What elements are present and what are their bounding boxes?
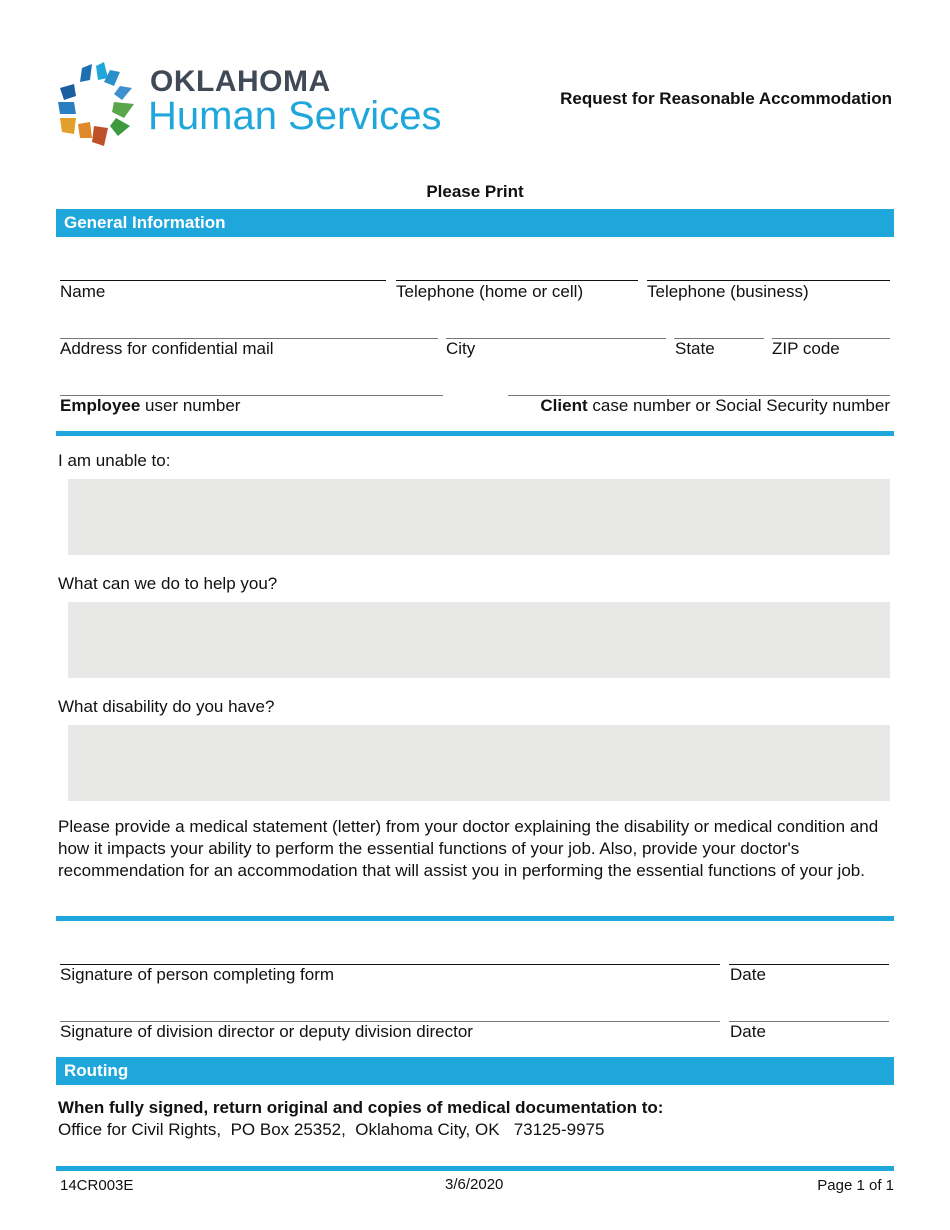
routing-address: Office for Civil Rights, PO Box 25352, Oklahoma City, OK 73125-9975 <box>58 1120 605 1139</box>
unable-answer-box[interactable] <box>68 479 890 555</box>
city-field[interactable] <box>446 338 666 339</box>
employee-number-label <box>60 396 240 416</box>
person-signature-label: Signature of person completing form <box>60 965 335 984</box>
section-divider <box>56 916 894 921</box>
disability-answer-box[interactable] <box>68 725 890 801</box>
star-logo-icon <box>54 62 140 148</box>
general-information-heading: General Information <box>56 209 894 237</box>
agency-logo <box>54 62 464 148</box>
please-print-note: Please Print <box>426 182 524 201</box>
page-number: Page 1 of 1 <box>817 1177 894 1194</box>
client-rest: case number or Social Security number <box>587 396 890 415</box>
person-date-label: Date <box>730 965 766 984</box>
medical-statement-paragraph: Please provide a medical statement (letter) from your doctor explaining the disability or medical condition and how it impacts your ability to perform the essential functions of your job. Also, provide your doctor's recommendation for an accommodation that will assist you in performing the essential functions of your job. <box>58 817 879 880</box>
employee-rest: user number <box>140 396 241 415</box>
director-signature-label: Signature of division director or deputy division director <box>60 1022 473 1041</box>
help-question: What can we do to help you? <box>58 574 278 593</box>
telephone-home-field[interactable] <box>396 280 638 281</box>
help-answer-box[interactable] <box>68 602 890 678</box>
document-title: Request for Reasonable Accommodation <box>560 89 892 108</box>
client-number-label <box>540 396 890 416</box>
routing-instruction: When fully signed, return original and copies of medical documentation to: <box>58 1098 664 1117</box>
form-number: 14CR003E <box>60 1177 134 1194</box>
client-bold: Client <box>540 396 588 415</box>
logo-line-human-services: Human Services <box>148 94 442 138</box>
name-field[interactable] <box>60 280 386 281</box>
city-label: City <box>446 339 476 358</box>
footer-rule <box>56 1166 894 1171</box>
disability-question: What disability do you have? <box>58 697 275 716</box>
telephone-business-label: Telephone (business) <box>647 282 809 301</box>
state-label: State <box>675 339 715 358</box>
form-date: 3/6/2020 <box>445 1176 504 1193</box>
routing-heading: Routing <box>56 1057 894 1085</box>
unable-question: I am unable to: <box>58 451 171 470</box>
telephone-home-label: Telephone (home or cell) <box>396 282 584 301</box>
name-label: Name <box>60 282 106 301</box>
zip-label: ZIP code <box>772 339 840 358</box>
telephone-business-field[interactable] <box>647 280 890 281</box>
logo-line-oklahoma: OKLAHOMA <box>150 65 331 98</box>
employee-bold: Employee <box>60 396 141 415</box>
section-divider <box>56 431 894 436</box>
director-date-label: Date <box>730 1022 766 1041</box>
address-label: Address for confidential mail <box>60 339 274 358</box>
